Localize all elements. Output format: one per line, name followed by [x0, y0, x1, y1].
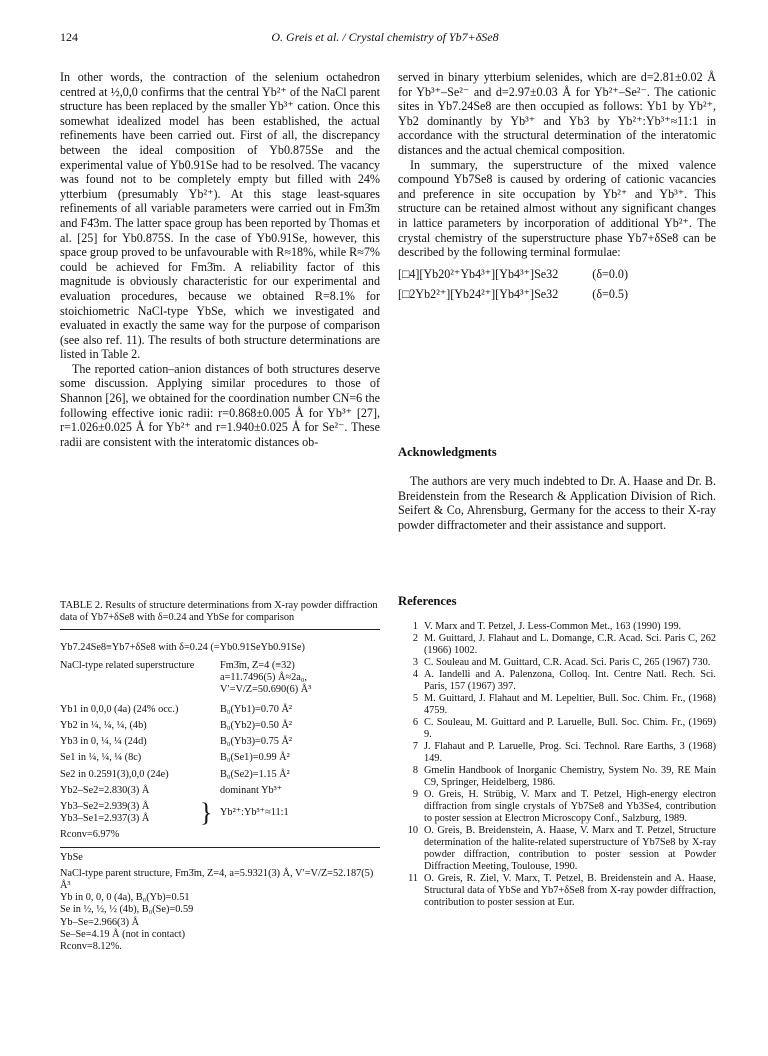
- reference-item: 7 J. Flahaut and P. Laruelle, Prog. Sci. Technol. Rare Earths, 3 (1968) 149.: [412, 741, 716, 764]
- table-row: a=11.7496(5) Å≈2a₀,: [220, 672, 308, 683]
- table-row: Se1 in ¼, ¼, ¼ (8c) B₀(Se1)=0.99 Å²: [60, 752, 290, 764]
- table-2: [60, 600, 380, 953]
- table-caption: TABLE 2. Results of structure determinations from X-ray powder diffraction data of Yb7+δSe8 with δ=0.24 and YbSe for comparison: [60, 600, 378, 624]
- reference-item: 1 V. Marx and T. Petzel, J. Less-Common Met., 163 (1990) 199.: [412, 621, 682, 632]
- table-row: Yb2 in ¼, ¼, ¼, (4b) B₀(Yb2)=0.50 Å²: [60, 720, 292, 732]
- table-line: NaCl-type parent structure, Fm3̄m, Z=4, a=5.9321(3) Å, V′=V/Z=52.187(5) Å³: [60, 868, 374, 892]
- table-row-bracket: Yb3–Se2=2.939(3) Å Yb3–Se1=2.937(3) Å } Yb²⁺:Yb³⁺≈11:1: [60, 797, 289, 827]
- running-title: O. Greis et al. / Crystal chemistry of Yb7+δSe8: [271, 30, 499, 44]
- formula: [□2Yb2²⁺][Yb24²⁺][Yb4³⁺]Se32 (δ=0.5): [398, 286, 628, 301]
- page-number: 124: [60, 30, 78, 44]
- formula: [□4][Yb20²⁺Yb4³⁺][Yb4³⁺]Se32 (δ=0.0): [398, 266, 628, 281]
- table-section-title: Yb7.24Se8≡Yb7+δSe8 with δ=0.24 (=Yb0.91SeYb0.91Se): [60, 641, 305, 653]
- section-heading: Acknowledgments: [398, 445, 497, 459]
- reference-item: 5 M. Guittard, J. Flahaut and M. Lepeltier, Bull. Soc. Chim. Fr., (1968) 4759.: [412, 693, 716, 716]
- reference-item: 2 M. Guittard, J. Flahaut and L. Domange, C.R. Acad. Sci. Paris C, 262 (1966) 1002.: [412, 633, 716, 656]
- paragraph: In summary, the superstructure of the mixed valence compound Yb7Se8 is caused by ordering of cationic vacancies and preference in site occupation by Yb²⁺ and Yb³⁺. This structure can be retained almost without any significant changes in lattice parameters by incorporation of additional Yb²⁺. The crystal chemistry of the superstructure phase Yb7+δSe8 can be described by the following terminal formulae:: [398, 157, 716, 260]
- table-row: Yb2–Se2=2.830(3) Å dominant Yb³⁺: [60, 784, 283, 796]
- table-row: NaCl-type related superstructure Fm3̄m, Z=4 (≡32): [60, 659, 295, 671]
- table-line: Se–Se=4.19 Å (not in contact): [60, 928, 186, 940]
- table-line: Yb–Se=2.966(3) Å: [60, 916, 140, 928]
- table-line: Yb in 0, 0, 0 (4a), B₀(Yb)=0.51: [60, 892, 190, 904]
- acknowledgments-section: [398, 445, 716, 532]
- reference-list: [398, 621, 716, 909]
- table-row: Yb3 in 0, ¼, ¼ (24d) B₀(Yb3)=0.75 Å²: [60, 736, 292, 748]
- reference-item: 8 Gmelin Handbook of Inorganic Chemistry, System No. 39, RE Main C9, Springer, Heidelberg, 1986.: [412, 765, 716, 788]
- paragraph: The authors are very much indebted to Dr. A. Haase and Dr. B. Breidenstein from the Research & Application Division of Rich. Seifert & Co, Ahrensburg, Germany for the access to their X-ray powder diffractometer and their assistance and support.: [398, 474, 716, 532]
- right-column: [398, 70, 716, 306]
- reference-item: 6 C. Souleau, M. Guittard and P. Laruelle, Bull. Soc. Chim. Fr., (1969) 9.: [412, 717, 716, 740]
- reference-item: 9 O. Greis, H. Strübig, V. Marx and T. Petzel, High-energy electron diffraction from single crystals of Yb7Se8 and Yb3Se4, contribution to poster session at Electron Microscopy Conf., Salzburg, 1989.: [412, 789, 716, 824]
- paragraph: served in binary ytterbium selenides, which are d=2.81±0.02 Å for Yb³⁺–Se²⁻ and d=2.97±0.03 Å for Yb²⁺–Se²⁻. The cationic sites in Yb7.24Se8 are then occupied as follows: Yb1 by Yb²⁺, Yb2 dominantly by Yb³⁺ and Yb3 by Yb²⁺:Yb³⁺≈11:1 in accordance with the structural determination of the interatomic distances and the actual chemical composition.: [398, 70, 716, 157]
- reference-item: 10 O. Greis, B. Breidenstein, A. Haase, V. Marx and T. Petzel, Structure determination of the halite-related superstructure of Yb7Se8 by X-ray powder diffraction, contribution to poster session at Powder Diffraction Meeting, Toulouse, 1990.: [407, 825, 716, 872]
- table-line: Rconv=8.12%.: [60, 940, 122, 952]
- reference-item: 3 C. Souleau and M. Guittard, C.R. Acad. Sci. Paris C, 265 (1967) 730.: [412, 657, 711, 668]
- left-column: [60, 70, 380, 449]
- references-section: [398, 594, 716, 909]
- table-rule: [60, 847, 380, 848]
- table-row: Se2 in 0.2591(3),0,0 (24e) B₀(Se2)=1.15 Å²: [60, 768, 290, 780]
- brace-glyph: }: [200, 797, 213, 827]
- reference-item: 4 A. Iandelli and A. Palenzona, Colloq. Int. Centre Natl. Rech. Sci. Paris, 157 (1967) 397.: [412, 669, 716, 692]
- r-conv: Rconv=6.97%: [60, 828, 120, 840]
- reference-item: 11 O. Greis, R. Ziel, V. Marx, T. Petzel, B. Breidenstein and A. Haase, Structural data of YbSe and Yb7+δSe8 from X-ray powder diffraction, contribution to poster session at Eur.: [408, 873, 716, 908]
- paragraph: In other words, the contraction of the selenium octahedron centred at ½,0,0 confirms that the central Yb²⁺ of the NaCl parent structure has been replaced by the smaller Yb³⁺ cation. Once this somewhat idealized model has been established, the actual refinements have been carried out. First of all, the discrepancy between the ideal composition of Yb0.875Se and the experimental value of Yb0.91Se had to be resolved. The vacancy was found not to be completely empty but filled with 24% ytterbium (presumably Yb²⁺). At this stage least-squares refinements of all variable parameters were carried out in Fm3̄m and F4̄3m. The latter space group has been reported by Thomas et al. [25] for Yb0.875S. In the case of Yb0.91Se, however, this space group proved to be unfavourable with R≈18%, while R≈7% could be achieved for Fm3̄m. A reliability factor of this magnitude is obviously characteristic for our experimental and evaluation procedures, because we obtained R=8.1% for stoichiometric NaCl-type YbSe, which we investigated and evaluated in exactly the same way for the purpose of comparison (see also ref. 11). The results of both structure determinations are listed in Table 2.: [60, 70, 380, 362]
- section-heading: References: [398, 594, 457, 608]
- table-row: V′=V/Z=50.690(6) Å³: [220, 684, 312, 696]
- table-rule: [60, 629, 380, 630]
- table-line: Se in ½, ½, ½ (4b), B₀(Se)=0.59: [60, 904, 194, 916]
- paragraph: The reported cation–anion distances of both structures deserve some discussion. Applying similar procedures to those of Shannon [26], we obtained for the coordination number CN=6 the following effective ionic radii: r=0.868±0.005 Å for Yb³⁺ [27], r=1.026±0.025 Å for Yb²⁺ and r=1.940±0.025 Å for Se²⁻. These radii are consistent with the interatomic distances ob-: [60, 361, 380, 449]
- table-row: Yb1 in 0,0,0 (4a) (24% occ.) B₀(Yb1)=0.70 Å²: [60, 704, 292, 716]
- table-section-title: YbSe: [60, 852, 83, 864]
